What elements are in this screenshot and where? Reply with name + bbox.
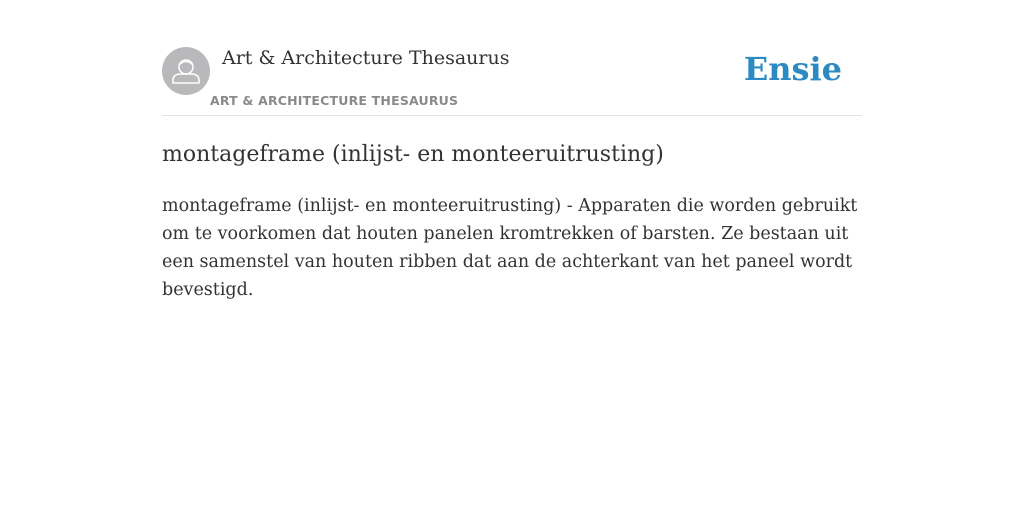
- brand-logo[interactable]: Ensie: [743, 50, 842, 88]
- source-header: [162, 46, 862, 116]
- avatar[interactable]: [162, 47, 210, 95]
- entry-definition: montageframe (inlijst- en monteeruitrusting) - Apparaten die worden gebruikt om te voorkomen dat houten panelen kromtrekken of barsten. Ze bestaan uit een samenstel van houten ribben dat aan de achterkant van het paneel wordt bevestigd.: [162, 196, 858, 300]
- entry-title: montageframe (inlijst- en monteeruitrusting): [162, 142, 664, 167]
- user-icon: [162, 47, 210, 95]
- source-subtitle[interactable]: ART & ARCHITECTURE THESAURUS: [210, 93, 459, 108]
- source-title[interactable]: Art & Architecture Thesaurus: [222, 47, 510, 69]
